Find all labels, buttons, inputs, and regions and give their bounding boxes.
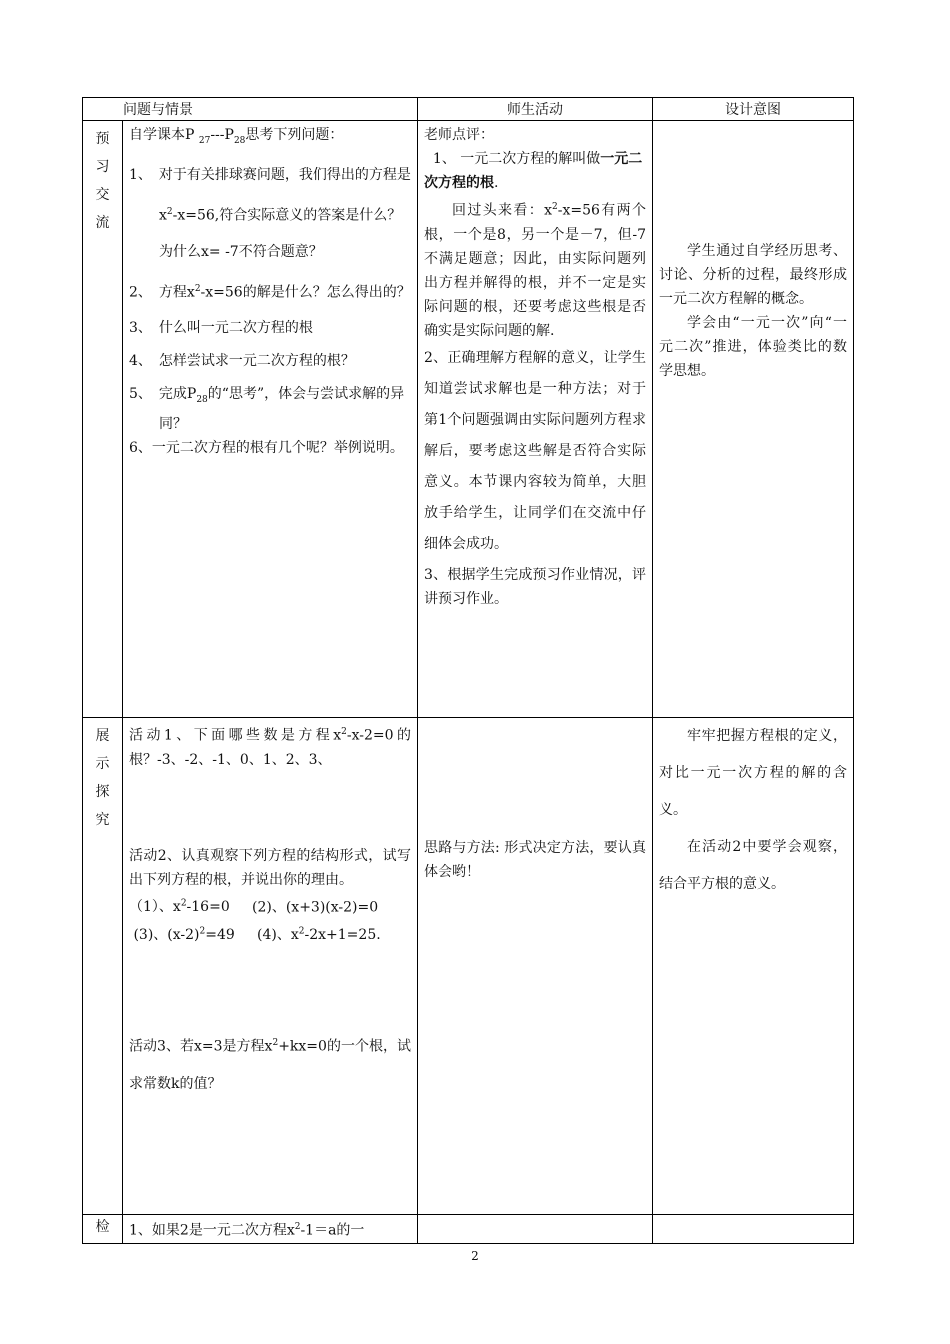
equation-1: （1）、$x^2-16=0$ <box>129 898 230 916</box>
category-preview: 预 习 交 流 <box>83 121 123 718</box>
preview-questions <box>123 121 418 718</box>
activity-2-equations-b <box>129 919 411 947</box>
intro-text: 自学课本P $_{27}---P_{28}$思考下列问题： <box>129 127 344 146</box>
design-intent-preview <box>653 121 854 718</box>
design-intent-explore <box>653 718 854 1215</box>
design-preview-2: 学会由“一元一次”向“一元二次”推进，体验类比的数学思想。 <box>659 315 847 379</box>
header-problem: 问题与情景 <box>83 98 418 121</box>
row-preview <box>83 121 854 718</box>
equation-4: (4)、$x^2-2x+1=25$. <box>257 926 381 943</box>
question-2: 2、 方程$x^2-x=56$的解是什么？怎么得出的？ <box>129 284 411 302</box>
design-explore-1: 牢牢把握方程根的定义，对比一元一次方程的解的含义。 <box>659 728 847 818</box>
teacher-point-2: 2、正确理解方程解的意义，让学生知道尝试求解也是一种方法；对于第1个问题强调由实际问题列方程求解后，要考虑这些解是否符合实际意义。本节课内容较为简单，大胆放手给学生，让同学们在交流中仔细体会成功。 <box>424 349 646 552</box>
question-3: 3、 什么叫一元二次方程的根 <box>129 320 313 337</box>
row-check <box>83 1215 854 1244</box>
header-activity: 师生活动 <box>418 98 653 121</box>
check-teacher-cell <box>418 1215 653 1244</box>
teacher-activity-explore <box>418 718 653 1215</box>
activity-2: 活动2、认真观察下列方程的结构形式，试写出下列方程的根，并说出你的理由。 <box>129 847 411 888</box>
question-1: 1、 对于有关排球赛问题，我们得出的方程是$x^2-x=56$,符合实际意义的答案是什么？为什么x= -7不符合题意？ <box>129 166 411 261</box>
activity-3: 活动3、若x=3是方程$x^2+kx=0$的一个根，试求常数k的值？ <box>129 1037 412 1092</box>
question-4: 4、 怎样尝试求一元二次方程的根？ <box>129 353 355 370</box>
category-explore: 展 示 探 究 <box>83 718 123 1215</box>
row-explore <box>83 718 854 1215</box>
page-number: 2 <box>471 1249 479 1263</box>
lesson-plan-table <box>82 97 854 1244</box>
check-design-cell <box>653 1215 854 1244</box>
design-explore-2: 在活动2中要学会观察，结合平方根的意义。 <box>659 839 847 892</box>
question-6: 6、一元二次方程的根有几个呢？举例说明。 <box>129 439 404 456</box>
activity-1: 活动1、下面哪些数是方程$x^2-x-2=0$的根？-3、-2、-1、0、1、2、3、 <box>129 727 411 768</box>
teacher-point-1: 1、 一元二次方程的解叫做一元二次方程的根. <box>424 151 643 191</box>
category-check: 检 <box>83 1215 123 1244</box>
teacher-explore-text: 思路与方法: 形式决定方法，要认真体会哟！ <box>424 840 646 880</box>
header-row <box>83 98 854 121</box>
teacher-point-1-detail: 回过头来看：$x^2-x=56$有两个根，一个是8，另一个是－7，但-7不满足题意；因此，由实际问题列出方程并解得的根，并不一定是实际问题的根，还要考虑这些根是否确实是实际问题的解. <box>424 202 646 339</box>
question-5: 5、 完成$P_{28}$的“思考”，体会与尝试求解的异同？ <box>129 386 405 432</box>
equation-3: (3)、$(x-2)^2=49$ <box>133 926 235 943</box>
explore-activities <box>123 718 418 1215</box>
equation-2: (2)、(x+3)(x-2)=0 <box>252 899 379 916</box>
design-preview-1: 学生通过自学经历思考、讨论、分析的过程，最终形成一元二次方程解的概念。 <box>659 243 847 307</box>
check-question <box>123 1215 418 1244</box>
teacher-point-3: 3、根据学生完成预习作业情况，评讲预习作业。 <box>424 566 646 607</box>
teacher-title: 老师点评： <box>424 127 494 143</box>
activity-2-equations-a <box>129 892 411 920</box>
header-design: 设计意图 <box>653 98 854 121</box>
check-question-1: 1、如果2是一元二次方程$x^2-1=a$的一 <box>129 1222 365 1239</box>
teacher-activity-preview <box>418 121 653 718</box>
